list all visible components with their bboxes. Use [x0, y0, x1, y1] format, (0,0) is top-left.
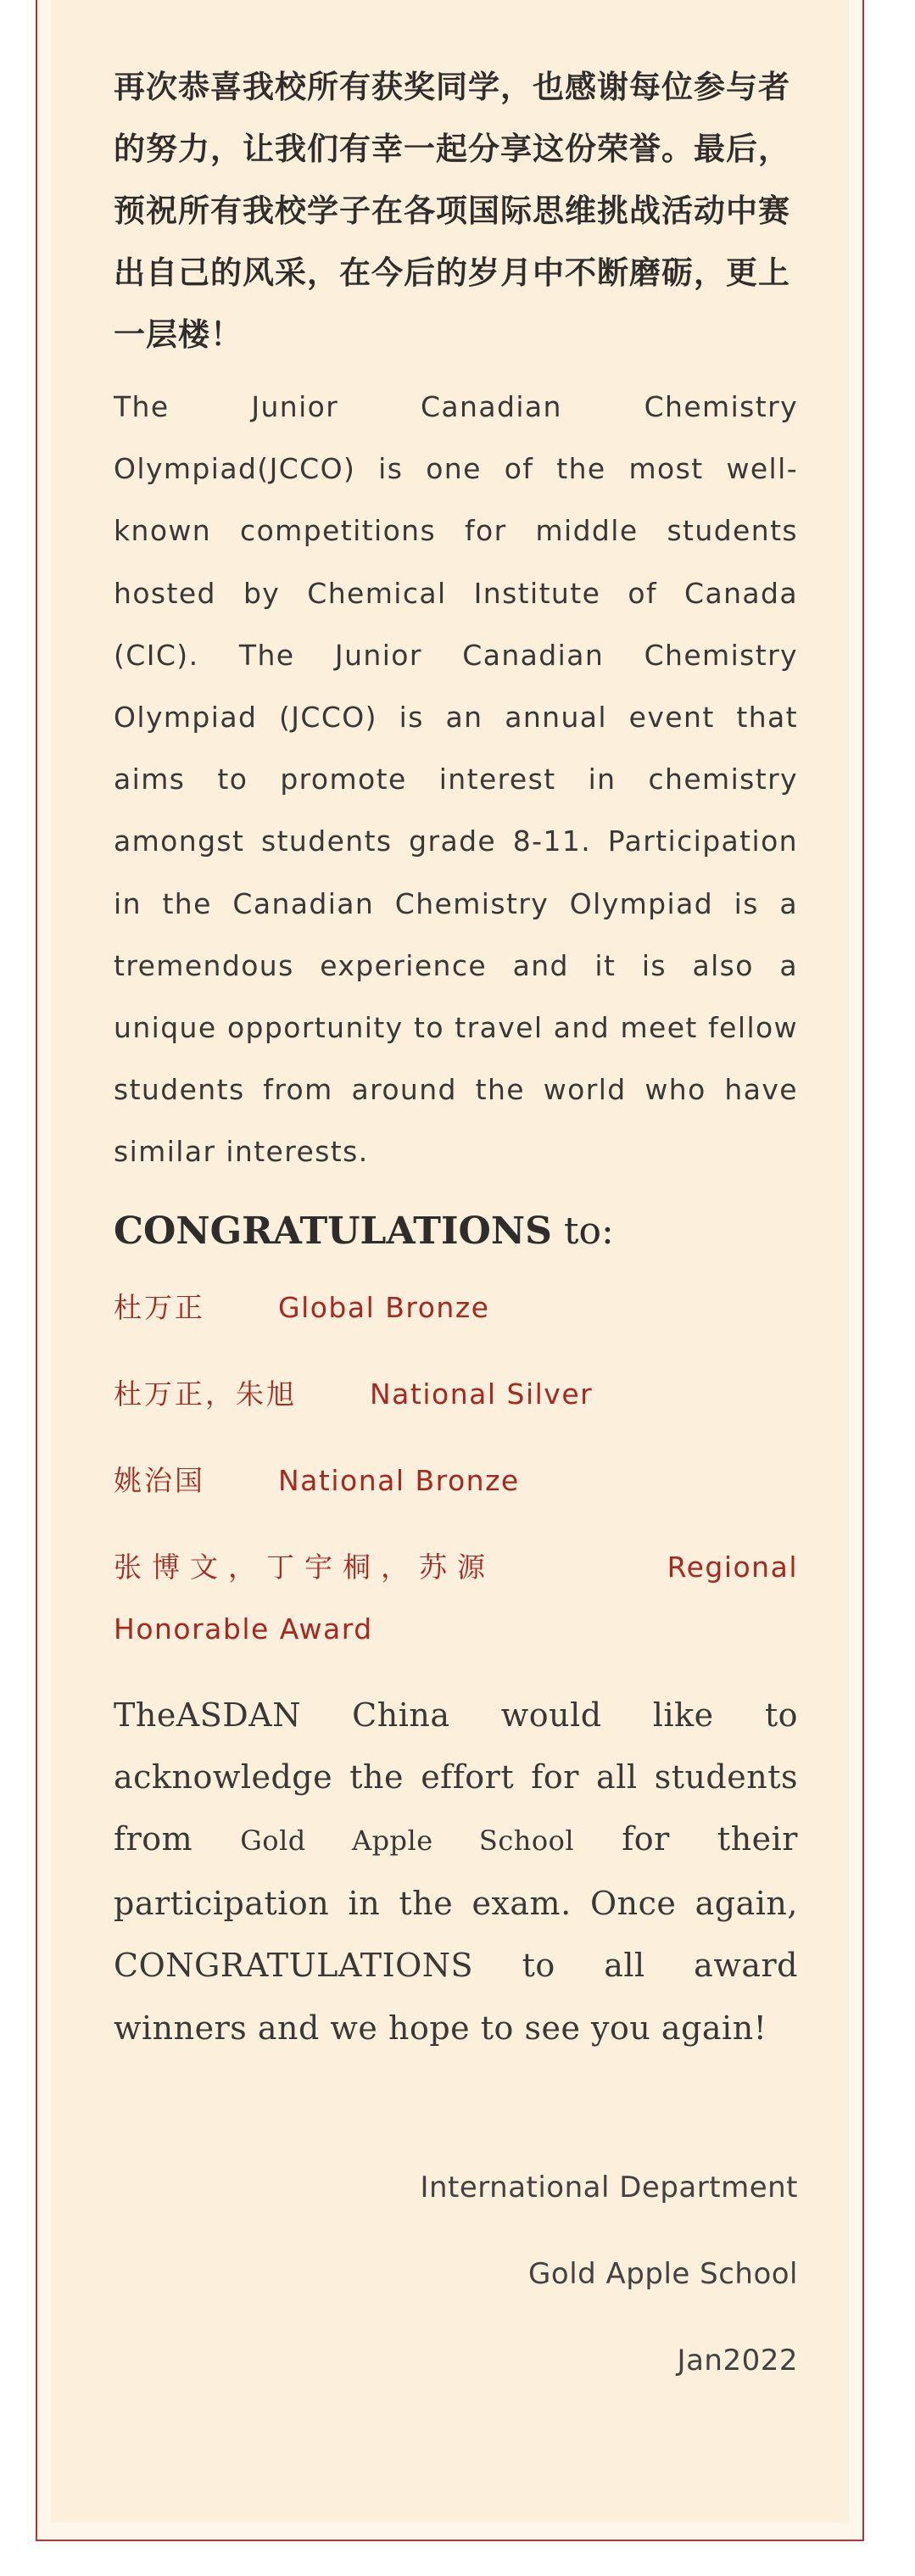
content-panel: [51, 0, 849, 2523]
award-entry: [114, 1450, 798, 1512]
award-winner-names: 张博文，丁宇桐，苏源: [114, 1550, 495, 1584]
award-entry: [114, 1363, 798, 1425]
article-body: [114, 56, 798, 2404]
award-level: Global Bronze: [278, 1290, 490, 1324]
award-entry: [114, 1277, 798, 1338]
award-level: National Silver: [370, 1377, 594, 1411]
signature-block: [114, 2144, 798, 2404]
acknowledgement-paragraph: [114, 1685, 798, 2059]
award-list: [114, 1277, 798, 1660]
congratulations-title: CONGRATULATIONS: [114, 1209, 552, 1253]
congratulations-suffix: to:: [563, 1209, 614, 1253]
award-level: Regional Honorable Award: [114, 1550, 798, 1646]
acknowledgement-school-name: Gold Apple School: [240, 1824, 575, 1858]
signature-date: Jan2022: [677, 2344, 798, 2378]
award-winner-names: 杜万正: [114, 1290, 205, 1324]
intro-english-paragraph: The Junior Canadian Chemistry Olympiad(JCCO) is one of the most well-known competitions for middle students hosted by Chemical Institute of Canada (CIC). The Junior Canadian Chemistry Olympiad (JCCO) is an annual event that aims to promote interest in chemistry amongst students grade 8-11. Participation in the Canadian Chemistry Olympiad is a tremendous experience and it is also a unique opportunity to travel and meet fellow students from around the world who have similar interests.: [114, 390, 798, 1169]
award-winner-names: 杜万正，朱旭: [114, 1377, 297, 1411]
congratulations-heading: [114, 1202, 798, 1261]
signature-department: International Department: [420, 2171, 798, 2205]
page-frame: [36, 0, 864, 2541]
award-entry: [114, 1536, 798, 1660]
award-level: National Bronze: [278, 1463, 520, 1497]
acknowledgement-text-end: for their participation in the exam. Once again, CONGRATULATIONS to all award winners and we hope to see you again!: [114, 1820, 798, 2047]
signature-school: Gold Apple School: [528, 2257, 798, 2292]
acknowledgement-text-start: TheASDAN China would like to acknowledge the effort for all students from: [114, 1696, 798, 1858]
intro-chinese-paragraph: 再次恭喜我校所有获奖同学，也感谢每位参与者的努力，让我们有幸一起分享这份荣誉。最后，预祝所有我校学子在各项国际思维挑战活动中赛出自己的风采，在今后的岁月中不断磨砺，更上一层楼！: [114, 69, 790, 353]
award-winner-names: 姚治国: [114, 1463, 205, 1497]
